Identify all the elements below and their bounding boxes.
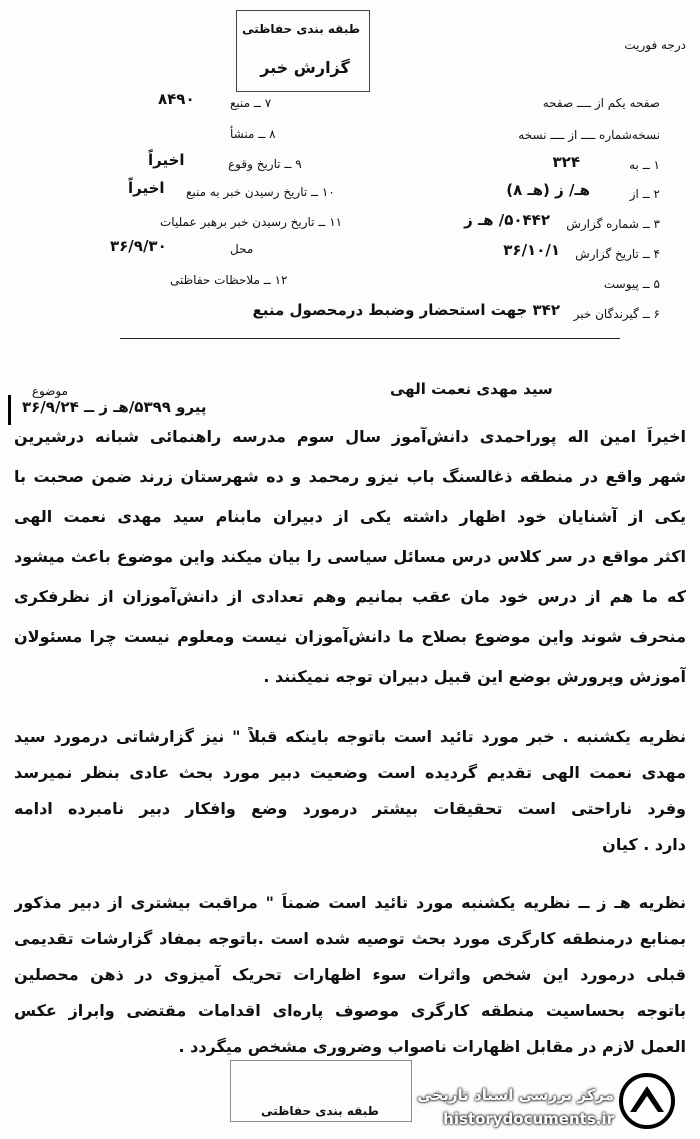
field-9-label: ۹ ــ تاریخ وقوع — [228, 157, 302, 171]
field-8-label: ۸ ــ منشأ — [230, 127, 276, 141]
field-12-label: ۱۲ ــ ملاحظات حفاظتی — [170, 273, 288, 287]
opinion-2-line: قبلی درمورد این شخص واثرات سوء اظهارات تحریک آمیزوی در ذهن محصلین — [14, 965, 686, 984]
field-3-label: ۳ ــ شماره گزارش — [566, 217, 660, 231]
opinion-2-line: نظریه هـ ز ــ نظریه یکشنبه مورد تائید است ضمناً " مراقبت بیشتری از دبیر مذکور — [14, 893, 686, 912]
report-body-line: منحرف شوند واین موضوع بصلاح ما دانش‌آموزان نیست ومعلوم نیست چرا مسئولان — [14, 627, 686, 646]
opinion-1-line: نظریه یکشنبه . خبر مورد تائید است باتوجه باینکه قبلاً " نیز گزارشاتی درمورد سید — [14, 727, 686, 746]
report-body-line: آموزش وپرورش بوضع این قبیل دبیران توجه نمیکنند . — [263, 667, 686, 686]
scan-mark — [8, 395, 11, 425]
subject-ref: پیرو ۵۳۹۹/هـ ز ــ ۳۶/۹/۲۴ — [22, 398, 207, 416]
opinion-2-line: العمل لازم در مقابل اظهارات ناصواب وضروری مشخص میگردد . — [178, 1037, 686, 1056]
field-1-value: ۳۲۴ — [552, 153, 580, 171]
field-5-label: ۵ ــ پیوست — [603, 277, 660, 291]
field-11-label: ۱۱ ــ تاریخ رسیدن خبر برهبر عملیات — [160, 215, 343, 229]
field-3-value: ۵۰۴۴۲/ هـ ز — [464, 211, 550, 229]
field-6-value: ۳۴۲ جهت استحضار وضبط درمحصول منبع — [252, 301, 560, 319]
field-2-value: هـ/ ز (هـ ۸) — [506, 181, 590, 199]
subject-value: سید مهدی نعمت الهی — [390, 380, 553, 398]
subject-label: موضوع — [31, 384, 68, 398]
page-number: صفحه یکم از ــــ صفحه — [542, 96, 660, 110]
field-6-label: ۶ ــ گیرندگان خبر — [573, 307, 660, 321]
report-body-line: شهر واقع در منطقه ذغالسنگ باب نیزو رمحمد و ده شهرستان زرند ضمن صحبت با — [14, 467, 686, 486]
field-9-value: اخیراً — [148, 151, 185, 169]
field-7-label: ۷ ــ منبع — [230, 96, 272, 110]
report-body-line: یکی از آشنایان خود اظهار داشته یکی از دبیران مابنام سید مهدی نعمت الهی — [14, 507, 686, 526]
classification-label: طبقه بندی حفاظتی — [242, 22, 360, 36]
field-4-value: ۳۶/۱۰/۱ — [503, 241, 560, 259]
opinion-1-line: وفرد ناراحتی است تحقیقات بیشتر درمورد وضع وافکار دبیر نامبرده ادامه — [14, 799, 686, 818]
watermark-org: مرکز بررسی اسناد تاریخی — [417, 1086, 614, 1104]
report-body-line: که ما هم از درس خود مان عقب بمانیم وهم تعدادی از دانش‌آموزان از نظرفکری — [14, 587, 686, 606]
field-10-label: ۱۰ ــ تاریخ رسیدن خبر به منبع — [186, 185, 335, 199]
field-2-label: ۲ ــ از — [629, 187, 660, 201]
field-10-value: اخیراً — [128, 179, 165, 197]
opinion-1-line: دارد . کیان — [602, 835, 686, 854]
field-1-label: ۱ ــ به — [629, 158, 660, 172]
opinion-2-line: بمنابع درمنطقه کارگری مورد بحث توصیه شده است .باتوجه بمفاد گزارشات تقدیمی — [14, 929, 686, 948]
section-divider — [120, 338, 620, 339]
opinion-1-line: مهدی نعمت الهی تقدیم گردیده است وضعیت دبیر مورد بحث عادی بنظر نمیرسد — [14, 763, 686, 782]
stamp-label: طبقه بندی حفاظتی — [261, 1104, 379, 1118]
field-7-value: ۸۴۹۰ — [158, 90, 195, 108]
report-body-line: اخیراً امین اله پوراحمدی دانش‌آموز سال سوم مدرسه راهنمائی شبانه درشیرین — [14, 427, 686, 446]
archive-logo-icon — [616, 1072, 678, 1130]
report-title: گزارش خبر — [260, 58, 350, 77]
report-body-line: اکثر مواقع در سر کلاس درس مسائل سیاسی را بیان میکند واین موضوع باعث میشود — [14, 547, 686, 566]
opinion-2-line: باتوجه بحساسیت منطقه کارگری موصوف پاره‌ای اقدامات مقتضی وابراز عکس — [14, 1001, 686, 1020]
urgency-label: درجه فوریت — [624, 38, 686, 52]
field-11-value: ۳۶/۹/۳۰ — [110, 237, 167, 255]
field-4-label: ۴ ــ تاریخ گزارش — [575, 247, 660, 261]
watermark-site: historydocuments.ir — [443, 1110, 614, 1128]
copy-number: نسخه‌شماره ــــ از ــــ نسخه — [518, 128, 660, 142]
field-11-sub: محل — [230, 242, 254, 256]
